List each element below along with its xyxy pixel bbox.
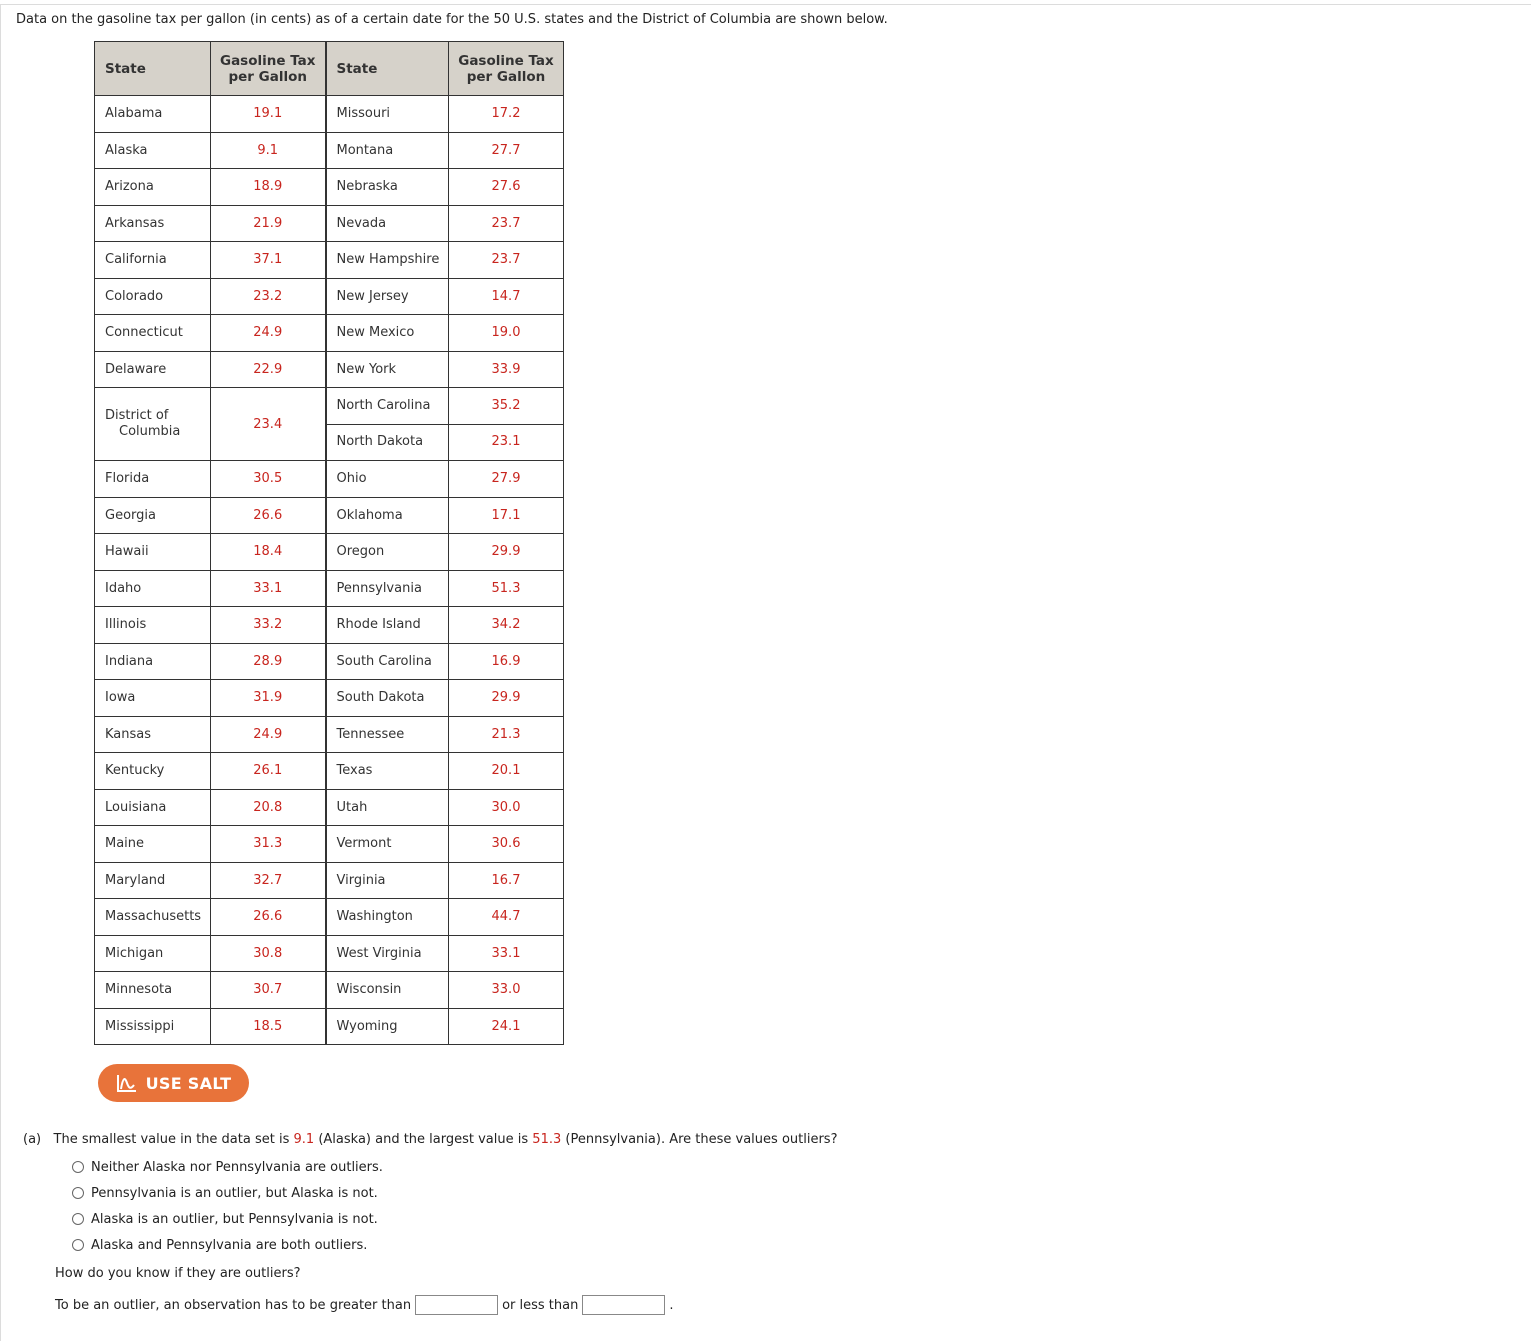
question-text-2: (Alaska) and the largest value is <box>318 1132 529 1147</box>
state-cell: Massachusetts <box>95 899 211 936</box>
less-than-input[interactable] <box>582 1295 665 1315</box>
state-cell: Arkansas <box>95 205 211 242</box>
tax-cell: 18.5 <box>211 1008 326 1045</box>
state-cell: Delaware <box>95 351 211 388</box>
state-cell: Iowa <box>95 680 211 717</box>
state-cell: Maine <box>95 826 211 863</box>
tax-cell: 14.7 <box>449 278 564 315</box>
outlier-text-3: . <box>669 1297 674 1313</box>
state-cell: Montana <box>326 132 449 169</box>
tax-cell: 17.2 <box>449 96 564 133</box>
tax-cell: 29.9 <box>449 534 564 571</box>
tax-cell: 35.2 23.1 <box>449 388 564 461</box>
table-row <box>95 935 564 972</box>
question-a <box>23 1132 837 1147</box>
state-cell: Nevada <box>326 205 449 242</box>
tax-cell: 23.7 <box>449 242 564 279</box>
tax-cell: 30.7 <box>211 972 326 1009</box>
state-cell: Idaho <box>95 570 211 607</box>
outlier-criteria <box>55 1295 673 1315</box>
tax-cell: 23.2 <box>211 278 326 315</box>
tax-cell: 31.3 <box>211 826 326 863</box>
salt-chart-icon <box>116 1073 138 1093</box>
state-cell: Kansas <box>95 716 211 753</box>
state-cell: Utah <box>326 789 449 826</box>
tax-cell: 20.8 <box>211 789 326 826</box>
option-label: Neither Alaska nor Pennsylvania are outliers. <box>91 1159 383 1175</box>
table-row <box>95 972 564 1009</box>
tax-cell: 23.7 <box>449 205 564 242</box>
option-neither[interactable] <box>72 1154 383 1180</box>
option-label: Pennsylvania is an outlier, but Alaska is not. <box>91 1185 378 1201</box>
outlier-text-2: or less than <box>502 1297 579 1313</box>
table-row <box>95 789 564 826</box>
table-row <box>95 278 564 315</box>
tax-cell: 33.0 <box>449 972 564 1009</box>
state-cell: New Jersey <box>326 278 449 315</box>
table-row <box>95 643 564 680</box>
table-row <box>95 169 564 206</box>
tax-cell: 16.7 <box>449 862 564 899</box>
state-cell: New York <box>326 351 449 388</box>
gas-tax-table <box>94 41 564 1045</box>
question-text-3: (Pennsylvania). Are these values outliers? <box>565 1132 838 1147</box>
state-cell: District of Columbia <box>95 388 211 461</box>
tax-cell: 31.9 <box>211 680 326 717</box>
radio-button[interactable] <box>72 1213 84 1225</box>
state-cell: South Carolina <box>326 643 449 680</box>
tax-cell: 30.6 <box>449 826 564 863</box>
state-header: State <box>326 42 449 96</box>
table-row <box>95 242 564 279</box>
state-cell: South Dakota <box>326 680 449 717</box>
state-cell: West Virginia <box>326 935 449 972</box>
state-cell: Wisconsin <box>326 972 449 1009</box>
table-row <box>95 862 564 899</box>
tax-cell: 9.1 <box>211 132 326 169</box>
tax-cell: 37.1 <box>211 242 326 279</box>
tax-cell: 17.1 <box>449 497 564 534</box>
state-cell: Oregon <box>326 534 449 571</box>
tax-cell: 24.1 <box>449 1008 564 1045</box>
option-pennsylvania[interactable] <box>72 1180 383 1206</box>
state-cell: Alaska <box>95 132 211 169</box>
min-value: 9.1 <box>293 1132 315 1147</box>
use-salt-button[interactable] <box>98 1064 249 1102</box>
tax-cell: 33.1 <box>211 570 326 607</box>
state-cell: Colorado <box>95 278 211 315</box>
tax-cell: 27.9 <box>449 461 564 498</box>
tax-cell: 32.7 <box>211 862 326 899</box>
state-cell: Washington <box>326 899 449 936</box>
tax-cell: 26.1 <box>211 753 326 790</box>
question-label: (a) <box>23 1132 42 1147</box>
tax-cell: 34.2 <box>449 607 564 644</box>
state-cell: North Carolina North Dakota <box>326 388 449 461</box>
state-cell: Pennsylvania <box>326 570 449 607</box>
table-row <box>95 1008 564 1045</box>
state-cell: Mississippi <box>95 1008 211 1045</box>
tax-cell: 33.9 <box>449 351 564 388</box>
state-cell: Maryland <box>95 862 211 899</box>
state-cell: Hawaii <box>95 534 211 571</box>
tax-cell: 26.6 <box>211 899 326 936</box>
tax-cell: 27.7 <box>449 132 564 169</box>
tax-cell: 33.2 <box>211 607 326 644</box>
state-cell: Florida <box>95 461 211 498</box>
tax-cell: 30.8 <box>211 935 326 972</box>
table-row <box>95 205 564 242</box>
table-row <box>95 899 564 936</box>
greater-than-input[interactable] <box>415 1295 498 1315</box>
state-cell: Ohio <box>326 461 449 498</box>
tax-cell: 30.0 <box>449 789 564 826</box>
state-cell: Nebraska <box>326 169 449 206</box>
option-both[interactable] <box>72 1232 383 1258</box>
option-label: Alaska and Pennsylvania are both outliers. <box>91 1237 368 1253</box>
tax-cell: 30.5 <box>211 461 326 498</box>
how-text: How do you know if they are outliers? <box>55 1266 301 1281</box>
table-row <box>95 388 564 461</box>
outlier-text-1: To be an outlier, an observation has to be greater than <box>55 1297 412 1313</box>
use-salt-label: USE SALT <box>145 1073 232 1093</box>
tax-cell: 51.3 <box>449 570 564 607</box>
tax-header: Gasoline Tax per Gallon <box>211 42 326 96</box>
option-label: Alaska is an outlier, but Pennsylvania is not. <box>91 1211 378 1227</box>
question-text-1: The smallest value in the data set is <box>53 1132 290 1147</box>
tax-cell: 29.9 <box>449 680 564 717</box>
state-cell: Missouri <box>326 96 449 133</box>
table-header-row <box>95 42 564 96</box>
table-row <box>95 716 564 753</box>
radio-button[interactable] <box>72 1161 84 1173</box>
table-row <box>95 497 564 534</box>
intro-text: Data on the gasoline tax per gallon (in cents) as of a certain date for the 50 U.S. states and the District of Columbia are shown below. <box>16 12 888 27</box>
tax-cell: 23.4 <box>211 388 326 461</box>
tax-cell: 24.9 <box>211 716 326 753</box>
tax-cell: 26.6 <box>211 497 326 534</box>
tax-cell: 18.4 <box>211 534 326 571</box>
state-cell: Virginia <box>326 862 449 899</box>
tax-cell: 19.1 <box>211 96 326 133</box>
state-cell: Kentucky <box>95 753 211 790</box>
state-cell: California <box>95 242 211 279</box>
table-row <box>95 96 564 133</box>
state-cell: Minnesota <box>95 972 211 1009</box>
state-header: State <box>95 42 211 96</box>
tax-cell: 27.6 <box>449 169 564 206</box>
tax-cell: 28.9 <box>211 643 326 680</box>
table-row <box>95 534 564 571</box>
state-cell: Oklahoma <box>326 497 449 534</box>
state-cell: Texas <box>326 753 449 790</box>
tax-cell: 16.9 <box>449 643 564 680</box>
state-cell: Connecticut <box>95 315 211 352</box>
table-row <box>95 826 564 863</box>
tax-cell: 21.3 <box>449 716 564 753</box>
max-value: 51.3 <box>532 1132 562 1147</box>
state-cell: Alabama <box>95 96 211 133</box>
tax-cell: 21.9 <box>211 205 326 242</box>
state-cell: Wyoming <box>326 1008 449 1045</box>
state-cell: Arizona <box>95 169 211 206</box>
state-cell: Louisiana <box>95 789 211 826</box>
state-cell: New Mexico <box>326 315 449 352</box>
table-row <box>95 132 564 169</box>
state-cell: Illinois <box>95 607 211 644</box>
tax-cell: 18.9 <box>211 169 326 206</box>
table-row <box>95 351 564 388</box>
state-cell: Michigan <box>95 935 211 972</box>
table-row <box>95 461 564 498</box>
table-row <box>95 753 564 790</box>
tax-cell: 33.1 <box>449 935 564 972</box>
state-cell: Indiana <box>95 643 211 680</box>
tax-cell: 24.9 <box>211 315 326 352</box>
answer-options <box>72 1154 383 1258</box>
table-row <box>95 315 564 352</box>
state-cell: New Hampshire <box>326 242 449 279</box>
tax-cell: 20.1 <box>449 753 564 790</box>
radio-button[interactable] <box>72 1187 84 1199</box>
state-cell: Rhode Island <box>326 607 449 644</box>
state-cell: Tennessee <box>326 716 449 753</box>
table-row <box>95 570 564 607</box>
option-alaska[interactable] <box>72 1206 383 1232</box>
tax-cell: 44.7 <box>449 899 564 936</box>
tax-cell: 22.9 <box>211 351 326 388</box>
tax-header: Gasoline Tax per Gallon <box>449 42 564 96</box>
table-row <box>95 680 564 717</box>
table-row <box>95 607 564 644</box>
state-cell: Georgia <box>95 497 211 534</box>
radio-button[interactable] <box>72 1239 84 1251</box>
tax-cell: 19.0 <box>449 315 564 352</box>
state-cell: Vermont <box>326 826 449 863</box>
